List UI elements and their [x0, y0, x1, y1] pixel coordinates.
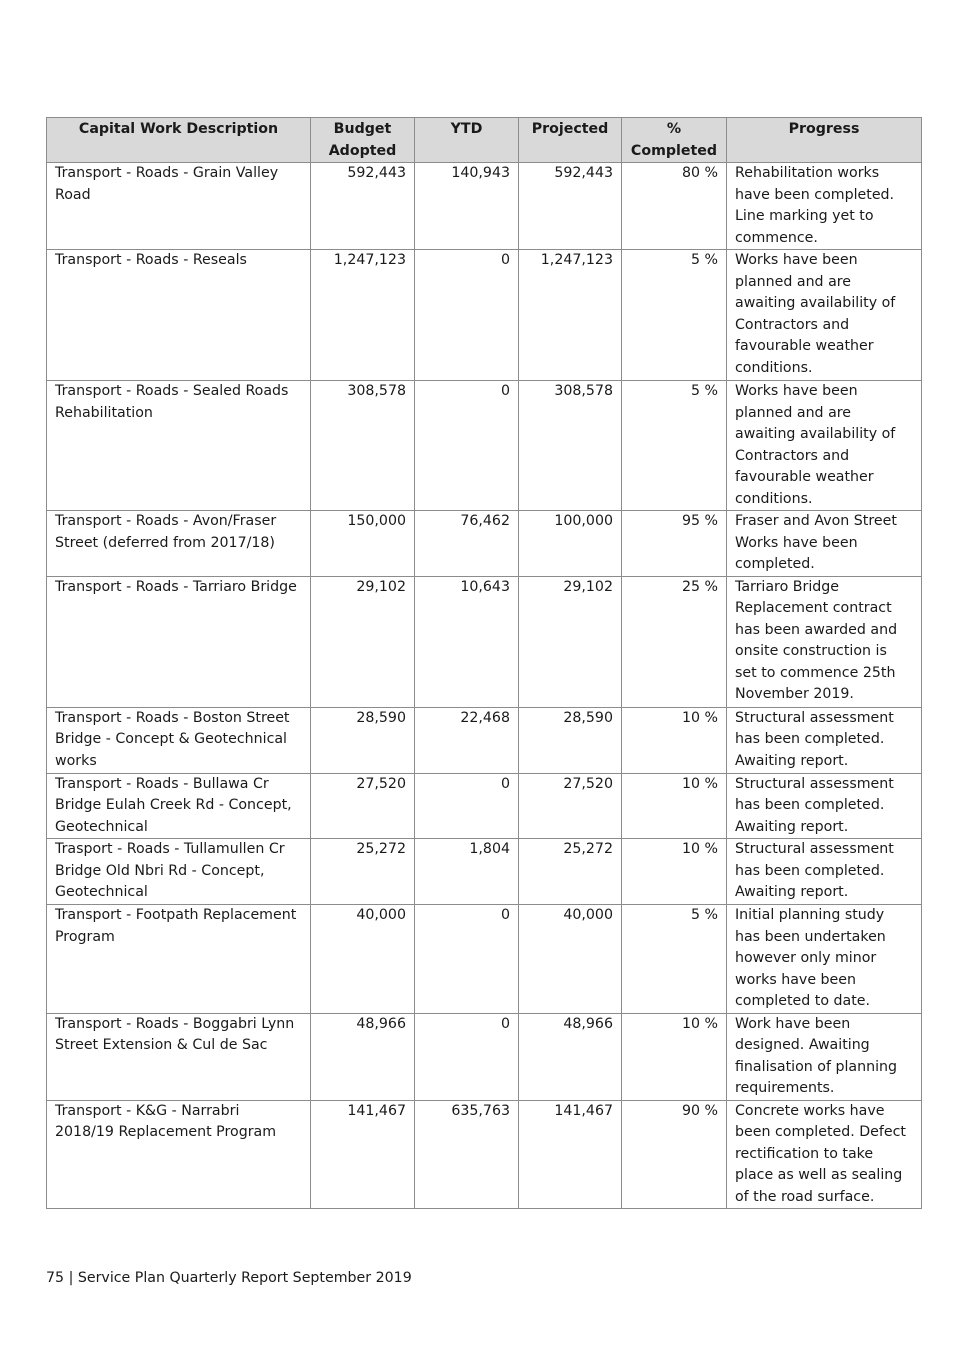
cell-projected: 48,966 [519, 1013, 622, 1100]
table-row [47, 163, 922, 250]
cell-projected: 141,467 [519, 1100, 622, 1209]
table-row [47, 1100, 922, 1209]
cell-progress: Structural assessment has been completed. Awaiting report. [727, 839, 922, 905]
cell-projected: 40,000 [519, 905, 622, 1014]
cell-budget: 27,520 [311, 773, 415, 839]
cell-projected: 29,102 [519, 576, 622, 707]
cell-percent: 95 % [622, 511, 727, 577]
cell-ytd: 0 [415, 250, 519, 381]
table-row [47, 773, 922, 839]
cell-description: Transport - Roads - Grain Valley Road [47, 163, 311, 250]
cell-description: Transport - Roads - Tarriaro Bridge [47, 576, 311, 707]
cell-percent: 25 % [622, 576, 727, 707]
cell-budget: 25,272 [311, 839, 415, 905]
cell-ytd: 0 [415, 1013, 519, 1100]
table-row [47, 905, 922, 1014]
cell-budget: 592,443 [311, 163, 415, 250]
cell-percent: 90 % [622, 1100, 727, 1209]
cell-description: Transport - Footpath Replacement Program [47, 905, 311, 1014]
cell-progress: Works have been planned and are awaiting availability of Contractors and favourable weather conditions. [727, 381, 922, 511]
cell-budget: 308,578 [311, 381, 415, 511]
cell-description: Transport - Roads - Bullawa Cr Bridge Eulah Creek Rd - Concept, Geotechnical [47, 773, 311, 839]
cell-progress: Fraser and Avon Street Works have been completed. [727, 511, 922, 577]
cell-ytd: 0 [415, 905, 519, 1014]
cell-ytd: 635,763 [415, 1100, 519, 1209]
header-description: Capital Work Description [47, 118, 311, 163]
cell-projected: 27,520 [519, 773, 622, 839]
cell-percent: 80 % [622, 163, 727, 250]
table-row [47, 576, 922, 707]
cell-percent: 10 % [622, 707, 727, 773]
capital-works-table [46, 117, 922, 1209]
cell-budget: 40,000 [311, 905, 415, 1014]
header-percent-completed: % Completed [622, 118, 727, 163]
cell-percent: 10 % [622, 839, 727, 905]
table-row [47, 250, 922, 381]
cell-budget: 150,000 [311, 511, 415, 577]
cell-progress: Work have been designed. Awaiting finalisation of planning requirements. [727, 1013, 922, 1100]
cell-projected: 100,000 [519, 511, 622, 577]
cell-description: Trasport - Roads - Tullamullen Cr Bridge Old Nbri Rd - Concept, Geotechnical [47, 839, 311, 905]
header-ytd: YTD [415, 118, 519, 163]
cell-description: Transport - Roads - Reseals [47, 250, 311, 381]
cell-percent: 10 % [622, 773, 727, 839]
cell-percent: 5 % [622, 905, 727, 1014]
cell-progress: Structural assessment has been completed. Awaiting report. [727, 707, 922, 773]
cell-budget: 141,467 [311, 1100, 415, 1209]
cell-projected: 592,443 [519, 163, 622, 250]
page-footer: 75 | Service Plan Quarterly Report September 2019 [46, 1270, 412, 1286]
cell-progress: Structural assessment has been completed. Awaiting report. [727, 773, 922, 839]
cell-ytd: 10,643 [415, 576, 519, 707]
table-row [47, 511, 922, 577]
cell-ytd: 0 [415, 773, 519, 839]
header-projected: Projected [519, 118, 622, 163]
table-row [47, 707, 922, 773]
cell-ytd: 0 [415, 381, 519, 511]
cell-progress: Works have been planned and are awaiting availability of Contractors and favourable weather conditions. [727, 250, 922, 381]
cell-ytd: 1,804 [415, 839, 519, 905]
cell-progress: Initial planning study has been undertaken however only minor works have been completed to date. [727, 905, 922, 1014]
table-row [47, 381, 922, 511]
cell-projected: 28,590 [519, 707, 622, 773]
cell-budget: 1,247,123 [311, 250, 415, 381]
header-progress: Progress [727, 118, 922, 163]
cell-description: Transport - Roads - Boston Street Bridge - Concept & Geotechnical works [47, 707, 311, 773]
cell-percent: 5 % [622, 250, 727, 381]
cell-projected: 308,578 [519, 381, 622, 511]
cell-projected: 1,247,123 [519, 250, 622, 381]
cell-budget: 48,966 [311, 1013, 415, 1100]
cell-ytd: 140,943 [415, 163, 519, 250]
cell-progress: Concrete works have been completed. Defect rectification to take place as well as sealing of the road surface. [727, 1100, 922, 1209]
cell-percent: 5 % [622, 381, 727, 511]
table-row [47, 839, 922, 905]
cell-budget: 28,590 [311, 707, 415, 773]
cell-progress: Tarriaro Bridge Replacement contract has been awarded and onsite construction is set to commence 25th November 2019. [727, 576, 922, 707]
header-budget-adopted: Budget Adopted [311, 118, 415, 163]
cell-description: Transport - K&G - Narrabri 2018/19 Replacement Program [47, 1100, 311, 1209]
table-header-row [47, 118, 922, 163]
cell-description: Transport - Roads - Boggabri Lynn Street Extension & Cul de Sac [47, 1013, 311, 1100]
cell-budget: 29,102 [311, 576, 415, 707]
table-row [47, 1013, 922, 1100]
cell-projected: 25,272 [519, 839, 622, 905]
cell-percent: 10 % [622, 1013, 727, 1100]
cell-progress: Rehabilitation works have been completed. Line marking yet to commence. [727, 163, 922, 250]
cell-ytd: 76,462 [415, 511, 519, 577]
cell-ytd: 22,468 [415, 707, 519, 773]
cell-description: Transport - Roads - Sealed Roads Rehabilitation [47, 381, 311, 511]
cell-description: Transport - Roads - Avon/Fraser Street (deferred from 2017/18) [47, 511, 311, 577]
